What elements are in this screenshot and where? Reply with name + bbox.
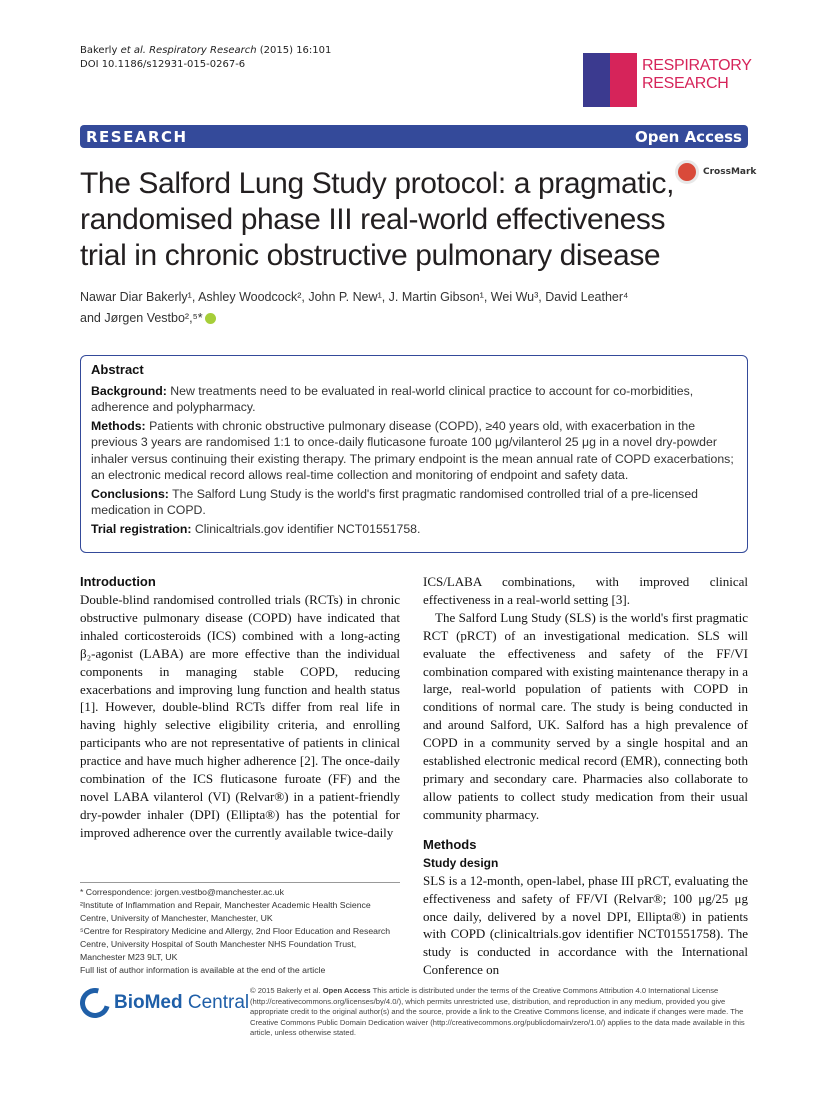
crossmark-button[interactable] <box>675 160 756 184</box>
text: Patients with chronic obstructive pulmonary disease (COPD), ≥40 years old, with exacerbation in the previous 3 years are randomised 1:1 to once-daily fluticasone furoate 100 μg/vilanterol 25 μg in a novel dry-powder inhaler versus continuing their existing therapy. The primary endpoint is the mean annual rate of COPD exacerbations; an electronic medical record allows real-time collection and monitoring of endpoint and safety data. <box>91 418 734 482</box>
license-body: This article is distributed under the terms of the Creative Commons Attribution 4.0 International License (http://creativecommons.org/licenses/by/4.0/), which permits unrestricted use, distribution, and reproduction in any medium, provided you give appropriate credit to the original author(s) and the source, provide a link to the Creative Commons license, and indicate if changes were made. The Creative Commons Public Domain Dedication waiver (http://creativecommons.org/publicdomain/zero/1.0/) applies to the data made available in this article, unless otherwise stated. <box>250 986 745 1038</box>
publisher-rest: Central <box>182 992 250 1013</box>
label: Background: <box>91 383 167 398</box>
logo-line2: RESEARCH <box>642 75 729 92</box>
authors-line1: Nawar Diar Bakerly¹, Ashley Woodcock², John P. New¹, J. Martin Gibson¹, Wei Wu³, David Leather⁴ <box>80 290 629 304</box>
paragraph: Double-blind randomised controlled trials (RCTs) in chronic obstructive pulmonary disease (COPD) have indicated that inhaled corticosteroids (ICS) combined with a long-acting β₂-agonist (LABA) are more effective than the individual components in managing stable COPD, reducing exacerbations and improving lung function and health status [1]. However, double-blind RCTs differ from real life in having highly selective eligibility criteria, and enrolling participants who are not representative of patients in clinical practice and have much higher adherence [2]. The once-daily combination of the ICS fluticasone furoate (FF) and the novel LABA vilanterol (VI) (Relvar®) in a patient-friendly dry-powder inhaler (DPI) (Ellipta®) has the potential for improved adherence over the currently available twice-daily <box>80 592 400 840</box>
abstract-conclusions <box>91 486 737 519</box>
abstract-heading: Abstract <box>91 362 144 377</box>
license-open-access: Open Access <box>322 986 371 995</box>
citation-etal: et al. <box>120 45 146 56</box>
label: Methods: <box>91 418 146 433</box>
publisher-bold: BioMed <box>114 992 183 1013</box>
label: Conclusions: <box>91 486 169 501</box>
citation-header <box>80 44 331 72</box>
subsection-heading-study-design: Study design <box>423 855 499 870</box>
biomed-central-icon <box>75 983 116 1024</box>
section-heading-methods: Methods <box>423 836 477 852</box>
open-access-label: Open Access <box>635 127 742 146</box>
author-list <box>80 287 740 329</box>
license-text <box>250 986 750 1039</box>
logo-line1: RESPIRATORY <box>642 57 752 74</box>
abstract-trial-registration <box>91 521 737 538</box>
paragraph: The Salford Lung Study (SLS) is the world's first pragmatic RCT (pRCT) of an investigational medication. SLS will evaluate the effectiveness and safety of the FF/VI combination compared with existing maintenance therapy in a large, real-world population of patients with COPD in conditions of normal care. The study is being conducted in and around Salford, UK. Salford has a high prevalence of COPD in a community served by a single hospital and an established electronic medical record (EMR), connecting both primary and secondary care. Pharmacies also collaborate to allow patients to collect study medication from their usual community pharmacy. <box>423 609 748 822</box>
abstract-methods <box>91 418 737 484</box>
citation-journal: Respiratory Research <box>149 45 257 56</box>
article-type: RESEARCH <box>86 127 188 146</box>
journal-logo-icon <box>583 53 637 107</box>
text: The Salford Lung Study is the world's first pragmatic randomised controlled trial of a pre-licensed medication in COPD. <box>91 486 698 517</box>
citation-volume: (2015) 16:101 <box>259 45 332 56</box>
affiliation-footnote: ²Institute of Inflammation and Repair, Manchester Academic Health Science Centre, University of Manchester, Manchester, UK <box>80 900 371 923</box>
section-heading-introduction: Introduction <box>80 574 156 589</box>
correspondence-footnote[interactable]: * Correspondence: jorgen.vestbo@manchester.ac.uk <box>80 887 284 897</box>
authors-line2: and Jørgen Vestbo²,⁵* <box>80 311 203 325</box>
footnotes <box>80 882 400 977</box>
right-column <box>423 573 748 979</box>
abstract-box <box>80 355 748 553</box>
article-type-banner <box>80 125 748 148</box>
paragraph: ICS/LABA combinations, with improved clinical effectiveness in a real-world setting [3]. <box>423 574 748 607</box>
author-info-note: Full list of author information is available at the end of the article <box>80 965 326 975</box>
citation-author: Bakerly <box>80 45 118 56</box>
affiliation-footnote: ⁵Centre for Respiratory Medicine and Allergy, 2nd Floor Education and Research Centre, University Hospital of South Manchester NHS Foundation Trust, Manchester M23 9LT, UK <box>80 926 391 962</box>
label: Trial registration: <box>91 521 192 536</box>
abstract-background <box>91 383 737 416</box>
text: Clinicaltrials.gov identifier NCT01551758. <box>194 521 421 536</box>
biomed-central-logo <box>80 988 249 1018</box>
orcid-icon[interactable] <box>205 313 216 324</box>
doi[interactable]: DOI 10.1186/s12931-015-0267-6 <box>80 59 246 70</box>
journal-logo <box>583 53 752 107</box>
left-column <box>80 573 400 842</box>
paragraph: SLS is a 12-month, open-label, phase III pRCT, evaluating the effectiveness and safety of FF/VI (Relvar®; 100 μg/25 μg once daily, delivered by a novel DPI, Ellipta®) in patients with COPD (clinicaltrials.gov identifier NCT01551758). The study is conducted in accordance with the International Conference on <box>423 872 748 978</box>
text: New treatments need to be evaluated in real-world clinical practice to account for co-morbidities, adherence and polypharmacy. <box>91 383 694 414</box>
crossmark-label: CrossMark <box>703 167 757 177</box>
license-copyright: © 2015 Bakerly et al. <box>250 986 321 995</box>
article-title: The Salford Lung Study protocol: a pragmatic, randomised phase III real-world effectiveness trial in chronic obstructive pulmonary disease <box>80 167 675 272</box>
